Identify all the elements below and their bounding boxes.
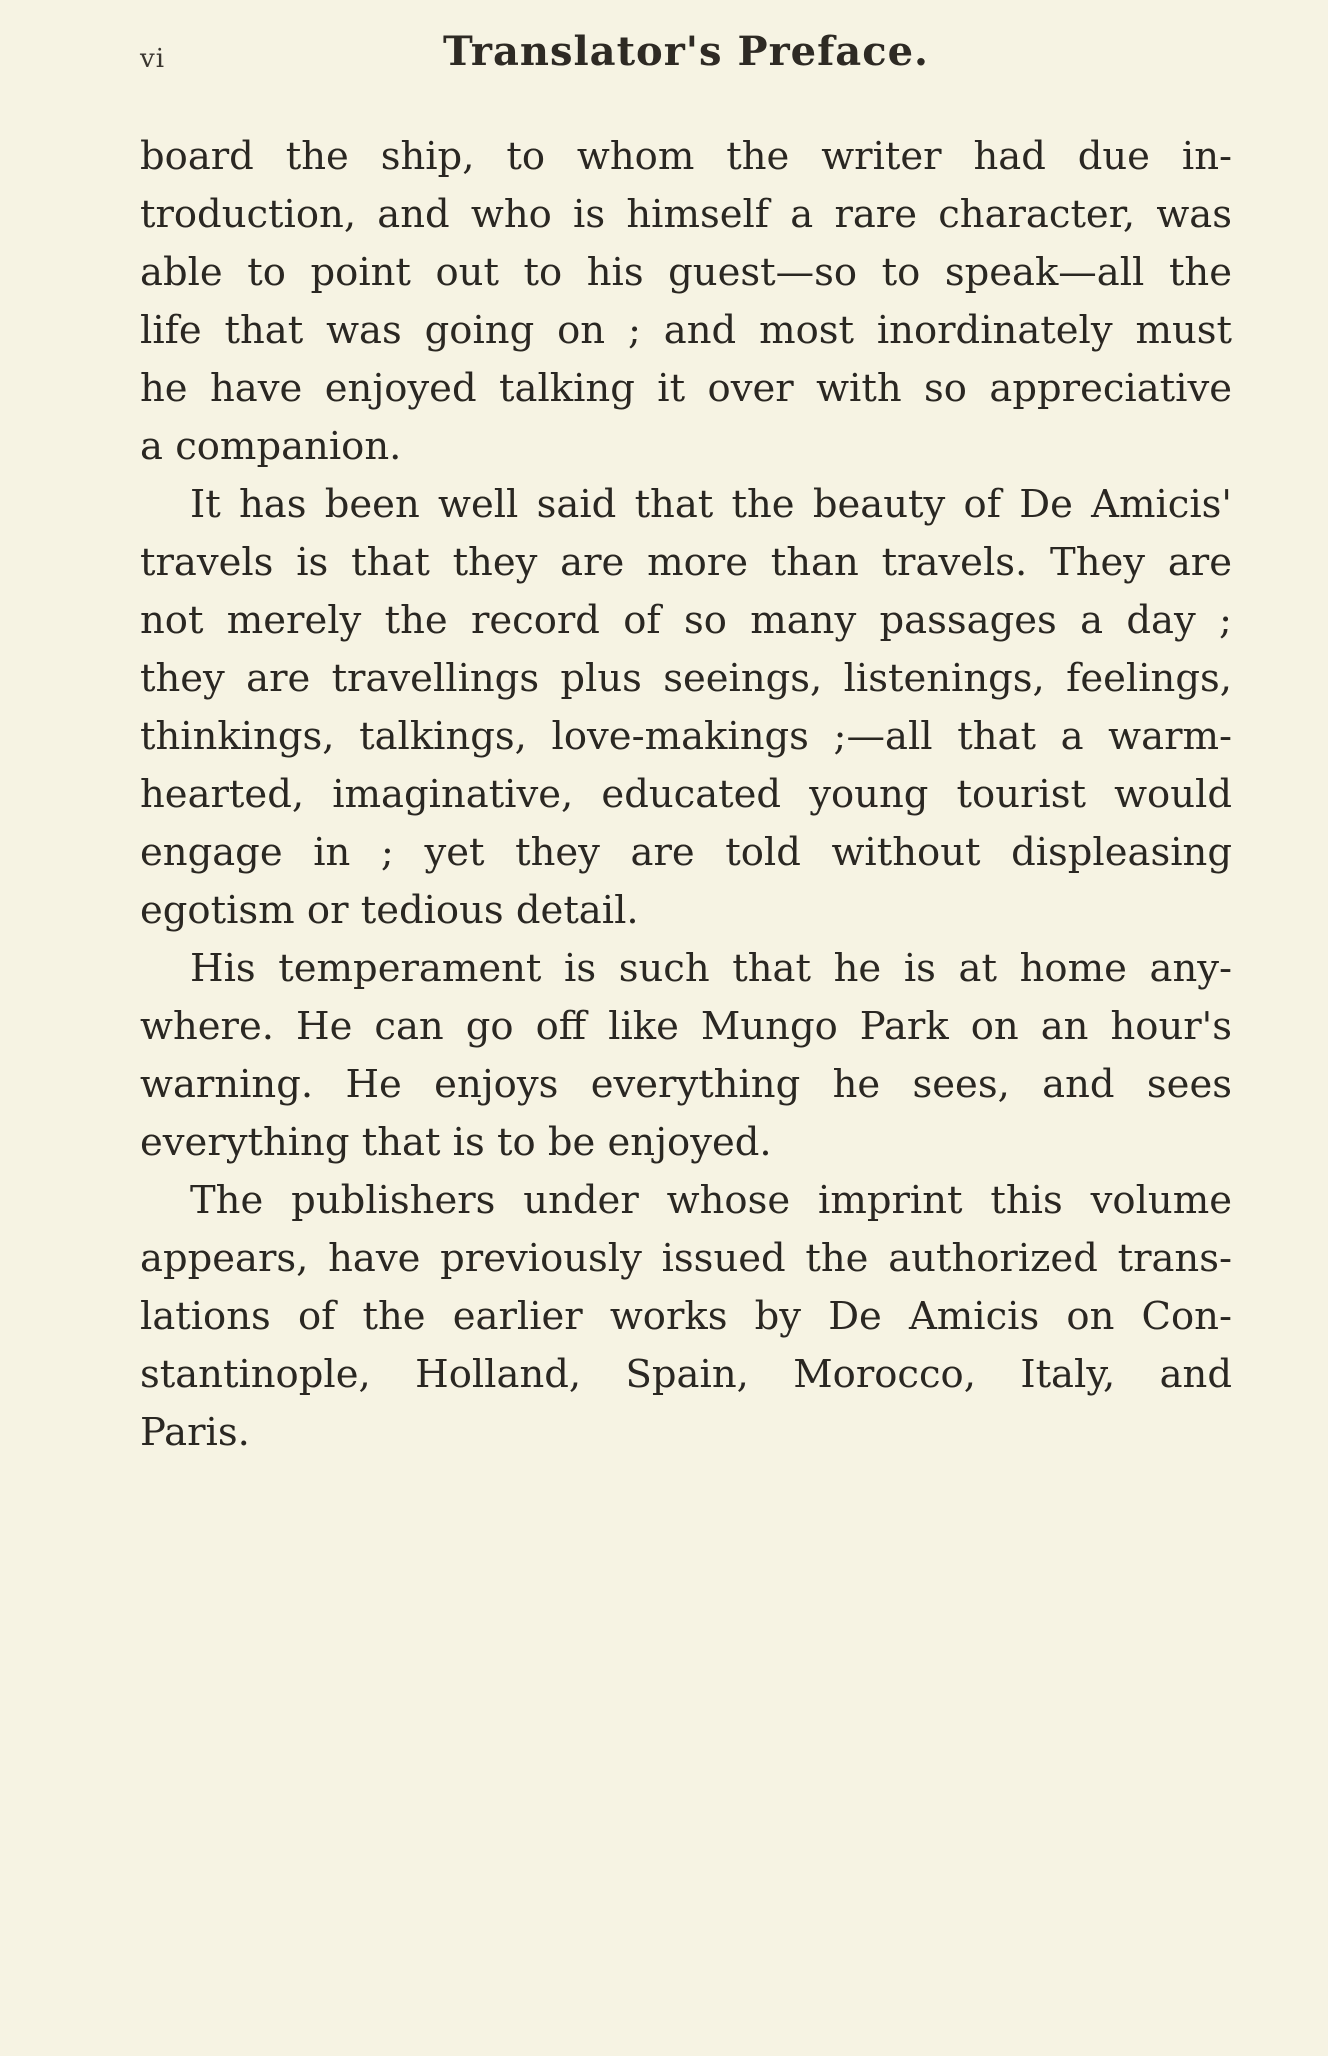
text-line: not merely the record of so many passages a day ; — [140, 598, 1232, 643]
text-line: he have enjoyed talking it over with so appreciative — [140, 366, 1232, 411]
text-line: egotism or tedious detail. — [140, 888, 639, 933]
text-line: a companion. — [140, 424, 402, 469]
text-line: stantinople, Holland, Spain, Morocco, Italy, and — [140, 1352, 1232, 1397]
text-line: where. He can go off like Mungo Park on an hour's — [140, 1004, 1232, 1049]
text-line: thinkings, talkings, love-makings ;—all that a warm- — [140, 714, 1232, 759]
text-line: they are travellings plus seeings, listenings, feelings, — [140, 656, 1232, 701]
running-title: Translator's Preface. — [443, 28, 929, 75]
text-line: appears, have previously issued the authorized trans- — [140, 1236, 1232, 1281]
running-head — [140, 28, 1232, 84]
text-line: It has been well said that the beauty of De Amicis' — [190, 482, 1232, 527]
text-line: troduction, and who is himself a rare character, was — [140, 192, 1232, 237]
text-line: warning. He enjoys everything he sees, and sees — [140, 1062, 1232, 1107]
text-line: His temperament is such that he is at home any- — [190, 946, 1232, 991]
text-line: Paris. — [140, 1410, 250, 1455]
page-number: vi — [140, 44, 166, 74]
text-line: The publishers under whose imprint this volume — [190, 1178, 1232, 1223]
body-text — [140, 128, 1232, 1462]
text-line: everything that is to be enjoyed. — [140, 1120, 772, 1165]
text-line: lations of the earlier works by De Amicis on Con- — [140, 1294, 1232, 1339]
text-line: hearted, imaginative, educated young tourist would — [140, 772, 1232, 817]
text-line: board the ship, to whom the writer had due in- — [140, 134, 1232, 179]
text-line: life that was going on ; and most inordinately must — [140, 308, 1232, 353]
text-line: travels is that they are more than travels. They are — [140, 540, 1232, 585]
text-line: able to point out to his guest—so to speak—all the — [140, 250, 1232, 295]
text-line: engage in ; yet they are told without displeasing — [140, 830, 1232, 875]
